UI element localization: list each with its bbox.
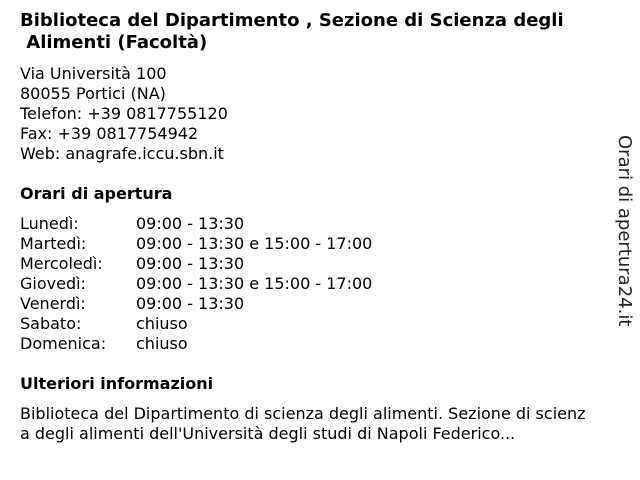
phone-number: Telefon: +39 0817755120 — [20, 104, 228, 123]
time-value: 09:00 - 13:30 — [136, 254, 245, 273]
hours-row-tuesday — [20, 234, 372, 254]
opening-hours-table — [20, 214, 372, 354]
day-label: Lunedì: — [20, 214, 79, 233]
fax-number: Fax: +39 0817754942 — [20, 124, 199, 143]
library-description: Biblioteca del Dipartimento di scienza degli alimenti. Sezione di scienza degli alimenti dell'Università degli studi di Napoli Federico... — [20, 404, 586, 443]
day-label: Giovedì: — [20, 274, 86, 293]
postal-city: 80055 Portici (NA) — [20, 84, 166, 103]
hours-row-wednesday — [20, 254, 372, 274]
time-value: 09:00 - 13:30 — [136, 214, 245, 233]
time-value: 09:00 - 13:30 e 15:00 - 17:00 — [136, 274, 373, 293]
site-watermark: Orari di apertura24.it — [614, 135, 635, 327]
time-value: 09:00 - 13:30 e 15:00 - 17:00 — [136, 234, 373, 253]
hours-row-sunday — [20, 334, 372, 354]
hours-row-thursday — [20, 274, 372, 294]
time-value: chiuso — [136, 314, 188, 333]
hours-heading: Orari di apertura — [20, 184, 173, 203]
day-label: Mercoledì: — [20, 254, 103, 273]
time-value: 09:00 - 13:30 — [136, 294, 245, 313]
hours-row-monday — [20, 214, 372, 234]
hours-row-friday — [20, 294, 372, 314]
time-value: chiuso — [136, 334, 188, 353]
day-label: Venerdì: — [20, 294, 86, 313]
library-title: Biblioteca del Dipartimento , Sezione di Scienza degli Alimenti (Facoltà) — [20, 10, 564, 53]
more-info-heading: Ulteriori informazioni — [20, 374, 214, 393]
hours-row-saturday — [20, 314, 372, 334]
day-label: Domenica: — [20, 334, 107, 353]
day-label: Martedì: — [20, 234, 87, 253]
address-block — [20, 64, 228, 164]
website: Web: anagrafe.iccu.sbn.it — [20, 144, 224, 163]
day-label: Sabato: — [20, 314, 82, 333]
street-address: Via Università 100 — [20, 64, 167, 83]
